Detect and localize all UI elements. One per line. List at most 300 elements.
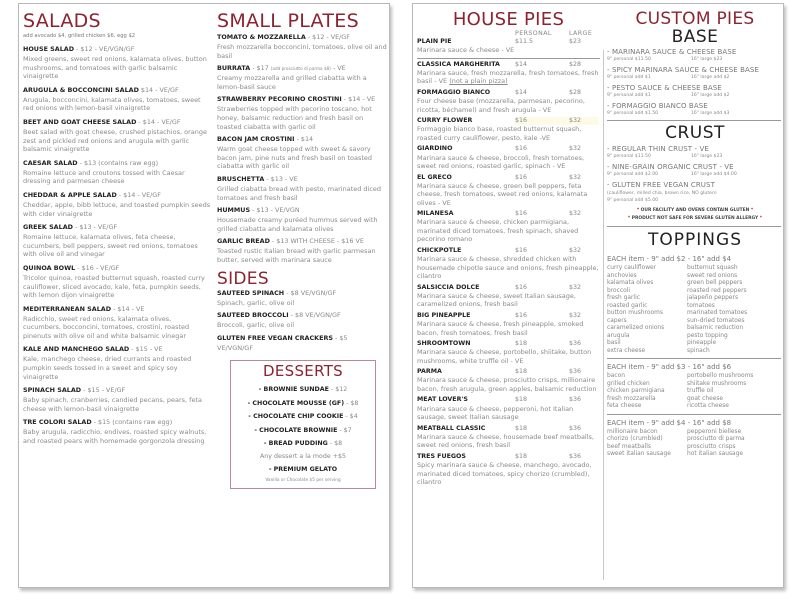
- topping-item: fresh mozzarella: [607, 395, 656, 402]
- pie-header-row: [417, 61, 600, 69]
- item-description: VE/VGN/GF: [217, 343, 254, 352]
- pie-description-text: Marinara sauce, fresh mozzarella, fresh tomatoes, fresh basil - VE: [417, 68, 599, 86]
- topping-item: truffle oil: [687, 388, 714, 394]
- sides-title: SIDES: [217, 268, 269, 289]
- pie-header-row: [417, 89, 600, 97]
- topping-item: fresh garlic: [607, 295, 640, 301]
- item-price-tags: - $14 - VE: [341, 95, 376, 104]
- pie-description: [417, 97, 600, 114]
- pie-large-price: $23: [569, 38, 582, 45]
- pie-description-text: Spicy marinara sauce & cheese, manchego, avocado, marinated diced tomatoes, spicy chorizo (crumbled), cilantro: [417, 461, 592, 487]
- dessert-price: - $12: [328, 386, 348, 394]
- pie-description-text: Marinara sauce & cheese, broccoli, fresh tomatoes, sweet red onions, roasted garlic, spinach - VE: [417, 153, 585, 171]
- pie-large-price: $32: [569, 246, 582, 254]
- house-pie-item: [417, 340, 600, 365]
- topping-list: [607, 429, 783, 459]
- item-price-tags: - $13 - VE: [264, 174, 298, 183]
- option-prices: [607, 57, 783, 63]
- salads-addons-note: add avocado $4, grilled chicken $6, egg $2: [23, 33, 136, 39]
- topping-item: capers: [607, 317, 627, 324]
- pie-description: [417, 461, 600, 487]
- pie-personal-price: $16: [515, 311, 528, 319]
- topping-item: kalamata olives: [607, 280, 654, 286]
- item-header: [217, 33, 389, 42]
- topping-item: roasted garlic: [607, 302, 648, 309]
- house-pie-item: [417, 117, 600, 142]
- pie-name: MILANESA: [417, 210, 454, 218]
- menu-item-salad: [23, 45, 211, 81]
- option-prices: [607, 154, 783, 160]
- menu-item-small-plate: [217, 33, 389, 60]
- pie-description: [417, 405, 600, 422]
- item-description: Romaine lettuce, kalamata olives, feta cheese, cucumbers, bell peppers, sweet red onions, tomatoes with olive oil and vinegar: [23, 233, 198, 259]
- pie-description: [417, 182, 600, 208]
- menu-item-small-plate: [217, 95, 389, 131]
- option-large-price: 16" large add $4.00: [691, 172, 737, 177]
- pie-name: SHROOMTOWN: [417, 340, 471, 348]
- menu-item-side: [217, 311, 389, 330]
- house-pie-item: [417, 368, 600, 393]
- item-name: SAUTEED BROCCOLI: [217, 311, 289, 320]
- option-name: - NINE-GRAIN ORGANIC CRUST - VE: [607, 163, 734, 171]
- pie-header-row: [417, 284, 600, 292]
- item-name: QUINOA BOWL: [23, 263, 76, 272]
- item-description: Broccoli, garlic, olive oil: [217, 321, 295, 330]
- pie-large-price: $36: [569, 424, 582, 432]
- item-header: [23, 86, 211, 95]
- pie-description-text: Marinara sauce & cheese, prosciutto crisps, millionaire bacon, fresh arugula, green apples, balsamic reduction: [417, 376, 597, 393]
- option-personal-price: 9" personal $11.50: [607, 57, 651, 62]
- option-large-price: 16" large add $2: [691, 75, 730, 80]
- topping-item: button mushrooms: [607, 310, 663, 316]
- house-pie-item: [417, 210, 600, 244]
- pie-personal-price: $16: [515, 173, 528, 181]
- dessert-name: - CHOCOLATE BROWNIE: [254, 426, 338, 434]
- topping-item: spinach: [687, 347, 710, 354]
- item-header: [23, 223, 211, 232]
- dessert-item: [235, 397, 371, 410]
- section-divider: [607, 120, 781, 121]
- pie-header-row: [417, 145, 600, 153]
- menu-item-side: [217, 289, 389, 308]
- toppings-title: TOPPINGS: [648, 230, 742, 250]
- option-personal-price: 9" personal add $1: [607, 93, 651, 98]
- pie-header-row: [417, 368, 600, 376]
- pie-large-price: $36: [569, 396, 582, 404]
- item-description: Beet salad with goat cheese, crushed pistachios, orange zest and pickled red onions and arugula with garlic balsamic vinaigrette: [23, 127, 207, 154]
- item-header: [217, 95, 389, 104]
- house-pie-item: [417, 89, 600, 114]
- item-description: Spinach, garlic, olive oil: [217, 298, 295, 307]
- desserts-title: DESSERTS: [263, 362, 343, 381]
- item-price-tags: - $12 - VE/GF: [305, 33, 350, 41]
- house-pies-section: [417, 4, 600, 490]
- pie-description: [417, 69, 600, 86]
- item-description: Grilled ciabatta bread with pesto, marinated diced tomatoes and fresh basil: [217, 184, 382, 202]
- gluten-warning-facility: * OUR FACILITY AND OVENS CONTAIN GLUTEN *: [636, 208, 754, 213]
- item-name: BEET AND GOAT CHEESE SALAD: [23, 117, 137, 126]
- menu-page-right: [412, 3, 784, 588]
- gluten-warning-allergy: * PRODUCT NOT SAFE FOR SEVERE GLUTEN ALLERGY *: [627, 216, 763, 221]
- item-header: [217, 237, 389, 246]
- item-name: HOUSE SALAD: [23, 45, 75, 53]
- pie-description-text: Marinara sauce & cheese, housemade beef meatballs, sweet red onions, fresh basil: [417, 432, 594, 450]
- section-divider: [607, 414, 781, 415]
- topping-item: balsamic reduction: [687, 325, 744, 331]
- pie-large-price: $32: [569, 145, 582, 153]
- topping-item: sun-dried tomatoes: [687, 317, 745, 324]
- item-name: BACON JAM CROSTINI: [217, 135, 295, 144]
- item-name: MEDITERRANEAN SALAD: [23, 304, 112, 313]
- item-price-tags: - $14 - VE/GF: [136, 117, 181, 126]
- topping-item: extra cheese: [607, 347, 646, 354]
- option-prices: [607, 111, 783, 117]
- topping-item: portobello mushrooms: [687, 373, 754, 379]
- section-divider: [607, 358, 781, 359]
- dessert-price: - $4: [343, 413, 358, 421]
- crust-option-name: - GLUTEN FREE VEGAN CRUST: [607, 181, 715, 189]
- small-plates-list: [217, 33, 389, 265]
- item-header: [23, 191, 211, 200]
- topping-item: curry cauliflower: [607, 265, 657, 271]
- item-description: Baby spinach, cranberries, candied pecans, pears, feta cheese with lemon-basil vinaigrette: [23, 396, 202, 413]
- house-pies-title: HOUSE PIES: [452, 9, 565, 30]
- menu-item-salad: [23, 86, 211, 113]
- dessert-item: [235, 410, 371, 423]
- option-personal-price: 9" personal add $1.50: [607, 111, 659, 116]
- topping-item: tomatoes: [687, 302, 715, 309]
- topping-item: feta cheese: [607, 403, 642, 409]
- pie-description-text: Marinara sauce & cheese, green bell peppers, feta cheese, fresh tomatoes, sweet red onions, kalamata olives - VE: [417, 181, 588, 207]
- crust-option-ingredients: (cauliflower, milled chia, brown rice, NO gluten): [607, 191, 717, 196]
- pie-name: PARMA: [417, 368, 442, 376]
- option-name: - MARINARA SAUCE & CHEESE BASE: [607, 48, 737, 56]
- item-header: [23, 305, 211, 314]
- pie-personal-price: $18: [515, 452, 528, 460]
- pie-name: MEAT LOVER'S: [417, 396, 468, 404]
- house-pie-item: [417, 247, 600, 281]
- item-header: [217, 206, 389, 215]
- item-description: Tricolor quinoa, roasted butternut squash, roasted curry cauliflower, sliced avocado, kale, feta, pumpkin seeds, with lemon dijon vinaigrette: [23, 273, 205, 300]
- custom-option: [607, 102, 783, 117]
- item-name: GREEK SALAD: [23, 223, 73, 232]
- menu-page-left: [18, 3, 390, 588]
- section-divider: [607, 226, 781, 227]
- item-header: [217, 64, 389, 73]
- pie-personal-price: $16: [515, 246, 528, 254]
- item-name: CAESAR SALAD: [23, 158, 78, 167]
- desserts-list: [235, 383, 371, 450]
- item-name: TOMATO & MOZZARELLA: [217, 33, 306, 41]
- option-name: - PESTO SAUCE & CHEESE BASE: [607, 84, 722, 92]
- base-title: BASE: [671, 27, 719, 47]
- topping-item: pineapple: [687, 340, 717, 346]
- option-prices: [607, 172, 783, 178]
- pie-description-text: Marinara sauce & cheese, shredded chicken with housemade chipotle sauce and onions, fresh pineapple, cilantro: [417, 255, 599, 281]
- pie-divider: [417, 58, 600, 59]
- custom-option: [607, 48, 783, 63]
- topping-item: ricotta cheese: [687, 403, 729, 409]
- house-pies-list: [417, 38, 600, 487]
- pie-name: CHICKPOTLE: [417, 246, 462, 254]
- option-personal-price: 9" personal add $1: [607, 75, 651, 80]
- topping-list: [607, 265, 783, 355]
- salads-section: [23, 4, 211, 451]
- pie-personal-price: $16: [515, 283, 528, 291]
- menu-item-small-plate: [217, 237, 389, 264]
- item-description: Romaine lettuce and croutons tossed with Caesar dressing and parmesan cheese: [23, 168, 185, 186]
- item-name: SPINACH SALAD: [23, 386, 82, 395]
- large-column-header: LARGE: [569, 30, 593, 37]
- pie-name: GIARDINO: [417, 145, 453, 153]
- crust-options-list: [607, 145, 783, 178]
- pie-description-text: Marinara sauce & cheese, chicken parmigiana, marinated diced tomatoes, fresh spinach, shaved pecorino romano: [417, 218, 579, 244]
- topping-item: hot italian sausage: [687, 451, 744, 457]
- pie-description-text: Marinara sauce & cheese - VE: [417, 46, 515, 55]
- menu-item-salad: [23, 159, 211, 186]
- house-pie-item: [417, 61, 600, 86]
- sides-list: [217, 289, 389, 353]
- pie-large-price: $28: [569, 88, 582, 96]
- pie-personal-price: $16: [515, 117, 569, 125]
- dessert-name: - BROWNIE SUNDAE: [258, 386, 329, 394]
- option-name: - REGULAR THIN CRUST - VE: [607, 145, 709, 153]
- item-description: Housemade creamy puréed hummus served with grilled ciabatta and kalamata olives: [217, 216, 378, 233]
- topping-item: butternut squash: [687, 265, 738, 271]
- base-options-list: [607, 48, 783, 117]
- topping-item: chorizo (crumbled): [607, 436, 663, 442]
- item-price-tags: $14 - VE/GF: [138, 85, 179, 94]
- item-name: ARUGULA & BOCCONCINI SALAD: [23, 85, 139, 94]
- pie-large-price: $36: [569, 452, 582, 460]
- pie-large-price: $32: [569, 173, 582, 181]
- pie-large-price: $32: [569, 283, 582, 291]
- small-plates-section: [217, 4, 389, 489]
- dessert-item-gelato: - PREMIUM GELATO: [268, 466, 338, 474]
- topping-item: beef meatballs: [607, 443, 651, 450]
- item-diet-tags: - VE: [330, 64, 346, 73]
- topping-item: sweet italian sausage: [607, 451, 671, 457]
- pie-personal-price: $11.5: [515, 38, 534, 45]
- item-name: KALE AND MANCHEGO SALAD: [23, 345, 130, 354]
- custom-option: [607, 145, 783, 160]
- option-personal-price: 9" personal add $2.00: [607, 172, 659, 177]
- pie-description: [417, 154, 600, 171]
- topping-item: shiitake mushrooms: [687, 380, 747, 387]
- salads-title: SALADS: [23, 10, 101, 32]
- pie-description-text: Formaggio bianco base, roasted butternut squash, roasted curry cauliflower, pesto, kale -VE: [417, 125, 582, 142]
- topping-tier-header: EACH item - 9" add $2 - 16" add $4: [607, 255, 732, 263]
- menu-item-small-plate: [217, 135, 389, 171]
- item-header: [23, 386, 211, 395]
- custom-pies-title: CUSTOM PIES: [635, 9, 755, 29]
- salads-list: [23, 45, 211, 446]
- topping-item: prosciutto crisps: [687, 443, 736, 450]
- option-name: - SPICY MARINARA SAUCE & CHEESE BASE: [607, 66, 759, 74]
- topping-item: sweet red onions: [687, 272, 738, 279]
- pie-large-price: $36: [569, 368, 582, 376]
- item-price-tags: - $15 - VE/GF: [81, 386, 126, 395]
- pie-large-price: $32: [569, 311, 582, 319]
- personal-column-header: PERSONAL: [515, 30, 552, 37]
- pie-name: MEATBALL CLASSIC: [417, 424, 486, 432]
- option-prices: [607, 75, 783, 81]
- item-description: Baby arugula, radicchio, endives, roasted spicy walnuts, and roasted pears with homemade gorgonzola dressing: [23, 428, 207, 446]
- item-header: [23, 345, 211, 354]
- item-description: Kale, manchego cheese, dried currants and roasted pumpkin seeds tossed in a sweet and spicy soy vinaigrette: [23, 355, 192, 381]
- pie-name: FORMAGGIO BIANCO: [417, 88, 491, 96]
- menu-item-salad: [23, 345, 211, 381]
- option-large-price: 16" large $23: [691, 154, 723, 159]
- item-description: Creamy mozzarella and grilled ciabatta with a lemon-basil sauce: [217, 74, 367, 91]
- menu-item-salad: [23, 118, 211, 154]
- pie-personal-price: $16: [515, 145, 528, 153]
- menu-item-side: [217, 334, 389, 353]
- dessert-price: - $8: [344, 399, 359, 407]
- pie-large-price: $28: [569, 60, 582, 68]
- item-header: [217, 135, 389, 144]
- alamode-note: Any dessert a la mode +$5: [259, 453, 346, 461]
- topping-item: prosciutto di parma: [687, 436, 745, 442]
- item-description: Warm goat cheese topped with sweet & savory bacon jam, pine nuts and fresh basil on toasted ciabatta with garlic oil: [217, 145, 373, 171]
- item-price-tags: - $14 - VE/GF: [116, 190, 161, 199]
- pie-description-text: Four cheese base (mozzarella, parmesan, pecorino, ricotta, béchamel) and fresh arugula - VE: [417, 97, 585, 114]
- item-name: GLUTEN FREE VEGAN CRACKERS: [217, 333, 333, 342]
- item-header: [217, 334, 389, 343]
- crust-option-price: 9" personal add $5.00: [607, 198, 659, 203]
- item-price-tags: - $8 VE/VGN/GF: [288, 311, 341, 320]
- topping-item: pepperoni biellese: [687, 428, 742, 435]
- pie-name: SALSICCIA DOLCE: [417, 283, 480, 291]
- pie-description: [417, 218, 600, 244]
- item-price-tags: - $15 (contains raw egg): [91, 418, 173, 427]
- pie-header-row: [417, 247, 600, 255]
- topping-list: [607, 373, 783, 411]
- crust-option-gluten-free: [607, 181, 783, 204]
- dessert-name: - CHOCOLATE MOUSSE (GF): [247, 399, 345, 407]
- option-large-price: 16" large add $3: [691, 111, 730, 116]
- menu-item-salad: [23, 418, 211, 445]
- item-price-tags: - $13 WITH CHEESE - $16 VE: [269, 237, 364, 246]
- pie-description: [417, 433, 600, 450]
- house-pie-item: [417, 145, 600, 170]
- menu-item-salad: [23, 264, 211, 300]
- pie-personal-price: $18: [515, 396, 528, 404]
- item-header: [23, 159, 211, 168]
- item-name: BURRATA: [217, 64, 251, 73]
- item-description: Cheddar, apple, bibb lettuce, and toasted pumpkin seeds with cider vinaigrette: [23, 200, 211, 218]
- item-header: [217, 311, 389, 320]
- item-description: Mixed greens, sweet red onions, kalamata olives, button mushrooms, and tomatoes with garlic balsamic vinaigrette: [23, 55, 207, 81]
- item-price-tags: - $14: [294, 135, 314, 144]
- pie-name: CURRY FLOWER: [417, 117, 473, 125]
- topping-item: goat cheese: [687, 395, 724, 402]
- topping-item: arugula: [607, 332, 630, 339]
- option-name: - FORMAGGIO BIANCO BASE: [607, 102, 708, 110]
- pie-personal-price: $18: [515, 340, 528, 348]
- topping-item: marinated tomatoes: [687, 310, 748, 316]
- item-name: STRAWBERRY PECORINO CROSTINI: [217, 95, 342, 104]
- topping-item: roasted red peppers: [687, 287, 747, 294]
- dessert-price: - $8: [327, 439, 343, 447]
- pie-description: [417, 348, 600, 365]
- item-name: CHEDDAR & APPLE SALAD: [23, 190, 117, 199]
- item-addon-note: (add prosciutto di parma $8): [270, 66, 331, 72]
- pie-description: [417, 320, 600, 337]
- pie-personal-price: $18: [515, 424, 528, 432]
- small-plates-title: SMALL PLATES: [217, 10, 359, 32]
- pie-description: [417, 376, 600, 393]
- pie-header-row: [417, 396, 600, 404]
- item-price-tags: - $13 (contains raw egg): [77, 158, 159, 167]
- item-price-tags: - $15 - VE: [129, 345, 163, 354]
- topping-item: bacon: [607, 373, 625, 379]
- item-description: Strawberries topped with pecorino toscano, hot honey, balsamic reduction and fresh basil on toasted ciabatta with garlic oil: [217, 105, 372, 131]
- pie-header-row: [417, 312, 600, 320]
- topping-tier-header: EACH item - 9" add $3 - 16" add $6: [607, 363, 732, 371]
- topping-item: chicken parmigiana: [607, 388, 665, 394]
- pie-name: PLAIN PIE: [417, 38, 452, 45]
- item-header: [23, 418, 211, 427]
- pie-header-row: [417, 117, 600, 125]
- pie-header-row: [417, 210, 600, 218]
- item-price-tags: - $12 - VE/VGN/GF: [74, 45, 135, 53]
- custom-option: [607, 163, 783, 178]
- item-description: Radicchio, sweet red onions, kalamata olives, cucumbers, bocconcini, tomatoes, crostini, roasted pinenuts with olive oil and white balsamic vinegar: [23, 314, 190, 340]
- item-description: Toasted rustic Italian bread with garlic parmesan butter, served with marinara sauce: [217, 247, 376, 264]
- menu-item-small-plate: [217, 206, 389, 233]
- pie-name: EL GRECO: [417, 173, 452, 181]
- item-name: BRUSCHETTA: [217, 174, 265, 183]
- crust-title: CRUST: [665, 123, 725, 143]
- item-price-tags: - $14 - VE: [111, 304, 145, 313]
- pie-description: [417, 125, 600, 142]
- pie-large-price: $36: [569, 340, 582, 348]
- house-pie-item: [417, 174, 600, 208]
- menu-item-salad: [23, 386, 211, 413]
- pie-header-row: [417, 340, 600, 348]
- item-price-tags: - $13 - VE/VGN: [250, 206, 300, 215]
- house-pie-item: [417, 38, 600, 55]
- item-name: GARLIC BREAD: [217, 237, 270, 246]
- menu-item-salad: [23, 191, 211, 218]
- dessert-price: - $7: [337, 426, 352, 434]
- item-header: [217, 175, 389, 184]
- item-price-tags: - $13 - VE/GF: [72, 223, 118, 232]
- menu-item-salad: [23, 223, 211, 259]
- item-name: SAUTEED SPINACH: [217, 288, 285, 297]
- pie-personal-price: $14: [515, 60, 528, 68]
- item-price-tags: - $17: [250, 64, 271, 73]
- price-column-headers: [417, 30, 600, 38]
- option-large-price: 16" large $23: [691, 57, 723, 62]
- item-description: Arugula, bocconcini, kalamata olives, tomatoes, sweet red onions with lemon-basil vinaigrette: [23, 95, 201, 113]
- pie-description-text: Marinara sauce & cheese, pepperoni, hot Italian sausage, sweet Italian sausage: [417, 404, 574, 422]
- house-pie-item: [417, 284, 600, 309]
- pie-large-price: $32: [569, 117, 599, 125]
- custom-option: [607, 66, 783, 81]
- item-price-tags: - $5: [332, 333, 348, 342]
- dessert-item: [235, 437, 371, 450]
- house-pie-item: [417, 396, 600, 421]
- option-personal-price: 9" personal $11.50: [607, 154, 651, 159]
- topping-item: pesto topping: [687, 332, 728, 339]
- item-description: Fresh mozzarella bocconcini, tomatoes, olive oil and basil: [217, 43, 387, 60]
- house-pie-item: [417, 453, 600, 487]
- pie-personal-price: $18: [515, 368, 528, 376]
- topping-item: millionaire bacon: [607, 428, 658, 435]
- item-name: TRE COLORI SALAD: [23, 418, 92, 427]
